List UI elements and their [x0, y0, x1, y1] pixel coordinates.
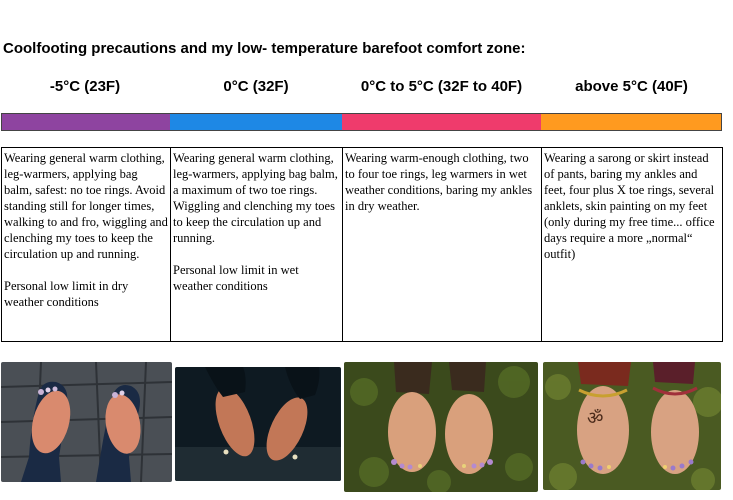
zone-label-0-to-5: 0°C to 5°C (32F to 40F) — [360, 78, 523, 95]
zone-description-cell — [542, 148, 723, 342]
bare-feet-on-paving-stones-photo — [1, 362, 172, 482]
zone-label-minus-5: -5°C (23F) — [49, 78, 121, 95]
zone-description: Wearing general warm clothing, leg-warmers, applying bag balm, safest: no toe rings. Avoid standing still for longer times, walking to and fro, wiggling and clenching my toes to keep the circulation up and running. — [4, 151, 168, 261]
zone-description: Wearing warm-enough clothing, two to four toe rings, leg warmers in wet weather conditions, baring my ankles in dry weather. — [345, 151, 533, 213]
zone-label-above-5: above 5°C (40F) — [575, 78, 688, 95]
personal-limit-note: Personal low limit in dry weather conditions — [4, 279, 129, 309]
zone-description-cell — [171, 148, 343, 342]
personal-limit-note: Personal low limit in wet weather conditions — [173, 263, 299, 293]
bare-feet-on-dark-ground-photo — [175, 367, 341, 481]
zone-description-cell — [2, 148, 171, 342]
zone-description: Wearing general warm clothing, leg-warmers, applying bag balm, a maximum of two toe rings. Wiggling and clenching my toes to keep the circulation up and running. — [173, 151, 338, 245]
bare-feet-on-grass-photo — [344, 362, 538, 492]
page-title: Coolfooting precautions and my low- temperature barefoot comfort zone: — [3, 40, 526, 57]
zone-color-bar-0-to-5 — [342, 113, 541, 131]
zone-description: Wearing a sarong or skirt instead of pants, baring my ankles and feet, four plus X toe rings, several anklets, skin painting on my feet (only during my free time... office days require a more „normal“ outfit) — [544, 151, 715, 261]
zone-color-bar-0 — [170, 113, 342, 131]
painted-feet-with-anklets-on-grass-photo — [543, 362, 721, 490]
zone-color-bar-minus-5 — [1, 113, 171, 131]
svg-text:ॐ: ॐ — [587, 408, 604, 429]
zone-description-cell — [343, 148, 542, 342]
precautions-table — [1, 147, 723, 342]
zone-color-bar-above-5 — [541, 113, 722, 131]
table-row — [2, 148, 723, 342]
zone-label-0: 0°C (32F) — [223, 78, 289, 95]
